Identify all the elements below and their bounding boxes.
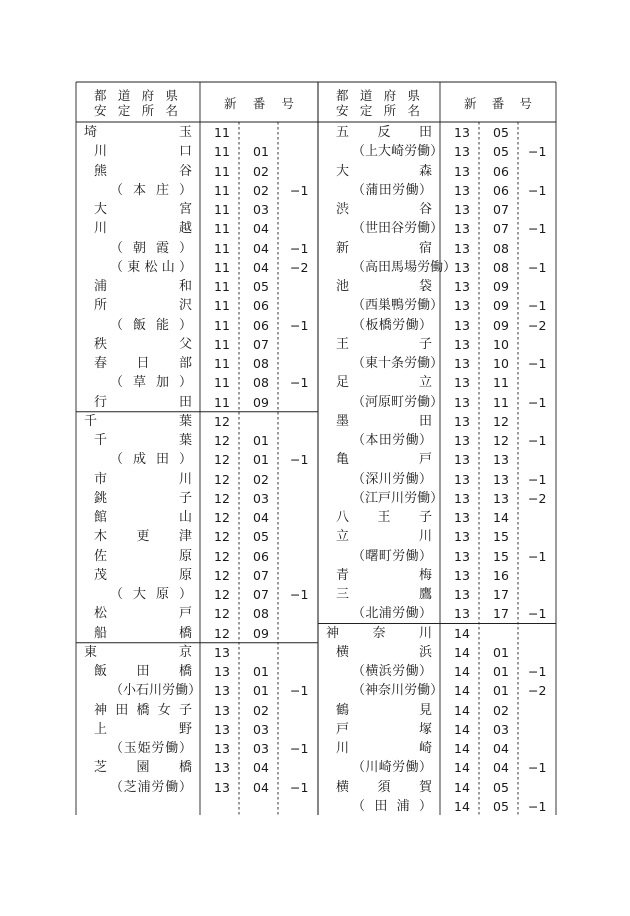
office-name: （ 東 松 山 ） — [110, 259, 192, 275]
office-code: 03 — [253, 741, 269, 756]
office-code: 03 — [253, 202, 269, 217]
office-code: 04 — [253, 510, 269, 525]
office-code: 04 — [253, 760, 269, 776]
branch-code: −1 — [528, 356, 547, 371]
prefecture-code: 12 — [214, 452, 230, 468]
office-code: 01 — [253, 664, 269, 679]
prefecture-code: 13 — [454, 375, 470, 391]
office-code: 07 — [493, 221, 509, 237]
office-name: 上 野 — [94, 721, 192, 737]
office-name: 青 梅 — [336, 567, 432, 583]
office-name: 五 反 田 — [336, 125, 432, 140]
prefecture-code: 13 — [454, 259, 470, 275]
prefecture-code: 13 — [214, 760, 230, 776]
office-code: 04 — [253, 259, 269, 275]
branch-code: −1 — [290, 741, 309, 756]
branch-code: −1 — [528, 664, 547, 679]
branch-code: −1 — [290, 779, 309, 795]
office-code: 05 — [493, 798, 509, 814]
office-name: 三 鷹 — [336, 587, 432, 602]
header-new-number: 新 番 号 — [224, 96, 294, 111]
office-name: 大 宮 — [94, 202, 192, 217]
office-name: 川 越 — [94, 221, 192, 237]
office-code: 11 — [493, 375, 509, 391]
office-code: 05 — [493, 779, 509, 795]
branch-code: −1 — [528, 433, 547, 448]
office-code: 04 — [253, 221, 269, 237]
office-name: 埼 玉 — [84, 125, 192, 140]
prefecture-code: 13 — [454, 433, 470, 448]
office-name: （ 西 巣 鴨 労 働 ） — [352, 298, 444, 314]
office-name: 所 沢 — [94, 298, 192, 314]
office-code: 15 — [493, 529, 509, 545]
prefecture-code: 12 — [214, 567, 230, 583]
office-code: 02 — [493, 702, 509, 718]
office-code: 12 — [493, 413, 509, 429]
office-name: 市 川 — [94, 471, 192, 487]
prefecture-code: 13 — [454, 202, 470, 217]
office-name: 亀 戸 — [336, 452, 432, 468]
prefecture-code: 11 — [214, 356, 230, 371]
prefecture-code: 13 — [214, 779, 230, 795]
office-code: 06 — [493, 163, 509, 179]
office-name: 千 葉 — [84, 413, 192, 429]
prefecture-code: 12 — [214, 413, 230, 429]
branch-code: −1 — [528, 471, 547, 487]
office-name: 銚 子 — [94, 490, 192, 506]
prefecture-code: 12 — [214, 548, 230, 564]
branch-code: −1 — [528, 298, 547, 314]
office-name: （ 本 田 労 働 ） — [352, 433, 432, 448]
branch-code: −2 — [290, 259, 309, 275]
office-code: 02 — [253, 702, 269, 718]
prefecture-code: 12 — [214, 510, 230, 525]
prefecture-code: 11 — [214, 298, 230, 314]
office-name: 戸 塚 — [336, 721, 432, 737]
office-code: 16 — [493, 567, 509, 583]
office-code: 10 — [493, 356, 509, 371]
office-code: 02 — [253, 471, 269, 487]
office-name: 神 田 橋 女 子 — [94, 702, 192, 718]
prefecture-code: 12 — [214, 529, 230, 545]
office-name: （ 飯 能 ） — [110, 317, 192, 333]
office-code: 01 — [493, 644, 509, 660]
office-code: 06 — [253, 317, 269, 333]
branch-code: −1 — [528, 182, 547, 198]
prefecture-code: 13 — [454, 317, 470, 333]
office-name: 浦 和 — [94, 279, 192, 294]
office-code: 09 — [253, 394, 269, 410]
office-code: 05 — [493, 144, 509, 160]
office-name: 川 口 — [94, 144, 192, 160]
office-code: 01 — [253, 683, 269, 699]
prefecture-code: 13 — [454, 587, 470, 602]
office-name: （ 小 石 川 労 働 ） — [110, 683, 202, 699]
office-name: 渋 谷 — [336, 202, 432, 217]
office-name: （ 横 浜 労 働 ） — [352, 664, 432, 679]
prefecture-code: 11 — [214, 317, 230, 333]
office-code: 01 — [253, 452, 269, 468]
office-code: 04 — [253, 779, 269, 795]
prefecture-code: 13 — [454, 279, 470, 294]
branch-code: −1 — [290, 452, 309, 468]
prefecture-code: 14 — [454, 702, 470, 718]
office-code: 03 — [253, 490, 269, 506]
prefecture-code: 13 — [454, 336, 470, 352]
office-name: （ 東 十 条 労 働 ） — [352, 356, 444, 371]
office-name: （ 江 戸 川 労 働 ） — [352, 490, 444, 506]
office-name: 大 森 — [336, 163, 432, 179]
office-code: 17 — [493, 587, 509, 602]
office-code: 01 — [253, 144, 269, 160]
office-code: 13 — [493, 490, 509, 506]
office-name: （ 田 浦 ） — [352, 798, 432, 814]
office-code: 02 — [253, 163, 269, 179]
office-name: （ 本 庄 ） — [110, 182, 192, 198]
prefecture-code: 12 — [214, 471, 230, 487]
office-name: 飯 田 橋 — [94, 664, 192, 679]
prefecture-code: 13 — [454, 567, 470, 583]
prefecture-code: 13 — [214, 721, 230, 737]
office-code: 01 — [253, 433, 269, 448]
office-code: 07 — [253, 587, 269, 602]
office-name: 春 日 部 — [94, 356, 192, 371]
prefecture-code: 11 — [214, 125, 230, 140]
prefecture-code: 13 — [454, 240, 470, 256]
office-name: （ 高 田 馬 場 労 働 ） — [352, 259, 457, 275]
branch-code: −1 — [528, 394, 547, 410]
office-name: 千 葉 — [94, 433, 192, 448]
prefecture-code: 14 — [454, 798, 470, 814]
office-name: （ 川 崎 労 働 ） — [352, 760, 432, 776]
prefecture-code: 12 — [214, 433, 230, 448]
office-name: 芝 園 橋 — [94, 760, 192, 776]
office-name: （ 河 原 町 労 働 ） — [352, 394, 444, 410]
prefecture-code: 14 — [454, 625, 470, 641]
office-code: 08 — [493, 240, 509, 256]
prefecture-code: 13 — [454, 182, 470, 198]
prefecture-code: 13 — [454, 125, 470, 140]
office-name: （ 上 大 崎 労 働 ） — [352, 144, 444, 160]
office-code: 06 — [253, 548, 269, 564]
prefecture-code: 13 — [214, 644, 230, 660]
office-name: 足 立 — [336, 375, 432, 391]
office-code: 03 — [493, 721, 509, 737]
prefecture-code: 14 — [454, 741, 470, 756]
office-name: （ 深 川 労 働 ） — [352, 471, 432, 487]
office-code: 01 — [493, 683, 509, 699]
office-code: 07 — [253, 567, 269, 583]
office-name: 鶴 見 — [336, 702, 432, 718]
office-name: 船 橋 — [94, 625, 192, 641]
header-name-line2: 安 定 所 名 — [94, 103, 178, 118]
branch-code: −2 — [528, 683, 547, 699]
branch-code: −1 — [528, 144, 547, 160]
office-code: 08 — [253, 375, 269, 391]
office-name: （ 朝 霞 ） — [110, 240, 192, 256]
office-name: （ 神 奈 川 労 働 ） — [352, 683, 444, 699]
office-code: 07 — [253, 336, 269, 352]
prefecture-code: 13 — [454, 510, 470, 525]
office-name: （ 草 加 ） — [110, 375, 192, 391]
office-name: 立 川 — [336, 529, 432, 545]
header-name-line1: 都 道 府 県 — [336, 88, 420, 103]
prefecture-code: 13 — [454, 413, 470, 429]
office-name: 東 京 — [84, 644, 192, 660]
prefecture-code: 14 — [454, 721, 470, 737]
office-code: 04 — [253, 240, 269, 256]
branch-code: −2 — [528, 490, 547, 506]
office-name: 木 更 津 — [94, 529, 192, 545]
office-code: 17 — [493, 606, 509, 622]
prefecture-code: 13 — [214, 664, 230, 679]
office-code: 14 — [493, 510, 509, 525]
prefecture-code: 13 — [214, 702, 230, 718]
office-code: 05 — [493, 125, 509, 140]
office-name: 川 崎 — [336, 741, 432, 756]
office-name: 佐 原 — [94, 548, 192, 564]
office-code: 08 — [253, 356, 269, 371]
office-name: （ 玉 姫 労 働 ） — [110, 741, 192, 756]
office-code: 08 — [253, 606, 269, 622]
branch-code: −1 — [528, 606, 547, 622]
office-name: （ 蒲 田 労 働 ） — [352, 182, 432, 198]
office-code: 09 — [493, 298, 509, 314]
prefecture-code: 11 — [214, 144, 230, 160]
office-code: 11 — [493, 394, 509, 410]
prefecture-code: 13 — [454, 163, 470, 179]
prefecture-code: 11 — [214, 202, 230, 217]
office-code: 15 — [493, 548, 509, 564]
prefecture-code: 14 — [454, 664, 470, 679]
office-code: 13 — [493, 471, 509, 487]
branch-code: −1 — [290, 317, 309, 333]
office-code: 02 — [253, 182, 269, 198]
office-name: 松 戸 — [94, 606, 192, 622]
branch-code: −1 — [528, 798, 547, 814]
office-name: 熊 谷 — [94, 163, 192, 179]
prefecture-code: 11 — [214, 259, 230, 275]
branch-code: −1 — [290, 587, 309, 602]
office-code: 05 — [253, 529, 269, 545]
branch-code: −1 — [528, 259, 547, 275]
prefecture-code: 13 — [454, 298, 470, 314]
branch-code: −1 — [290, 683, 309, 699]
office-code: 12 — [493, 433, 509, 448]
office-name: 八 王 子 — [336, 510, 432, 525]
prefecture-code: 11 — [214, 240, 230, 256]
prefecture-code: 14 — [454, 683, 470, 699]
office-code: 07 — [493, 202, 509, 217]
prefecture-code: 13 — [214, 741, 230, 756]
office-code: 03 — [253, 721, 269, 737]
prefecture-code: 14 — [454, 779, 470, 795]
branch-code: −1 — [528, 221, 547, 237]
prefecture-code: 13 — [454, 471, 470, 487]
office-name: 池 袋 — [336, 279, 432, 294]
prefecture-code: 11 — [214, 279, 230, 294]
office-code: 13 — [493, 452, 509, 468]
prefecture-code: 13 — [454, 394, 470, 410]
branch-code: −1 — [528, 760, 547, 776]
prefecture-code: 11 — [214, 221, 230, 237]
branch-code: −2 — [528, 317, 547, 333]
office-name: （ 世 田 谷 労 働 ） — [352, 221, 444, 237]
branch-code: −1 — [528, 548, 547, 564]
office-name: 王 子 — [336, 336, 432, 352]
header-name-line1: 都 道 府 県 — [94, 88, 178, 103]
office-name: 行 田 — [94, 394, 192, 410]
prefecture-code: 11 — [214, 394, 230, 410]
office-code: 04 — [493, 760, 509, 776]
prefecture-code: 11 — [214, 375, 230, 391]
branch-code: −1 — [290, 375, 309, 391]
office-code: 08 — [493, 259, 509, 275]
office-name: （ 大 原 ） — [110, 587, 192, 602]
prefecture-code: 11 — [214, 336, 230, 352]
office-name: 新 宿 — [336, 240, 432, 256]
office-code: 06 — [253, 298, 269, 314]
office-name: （ 板 橋 労 働 ） — [352, 317, 432, 333]
prefecture-code: 13 — [454, 548, 470, 564]
office-code: 06 — [493, 182, 509, 198]
branch-code: −1 — [290, 240, 309, 256]
office-name: 秩 父 — [94, 336, 192, 352]
header-new-number: 新 番 号 — [464, 96, 532, 111]
office-name: （ 曙 町 労 働 ） — [352, 548, 432, 564]
office-name: 墨 田 — [336, 413, 432, 429]
prefecture-code: 11 — [214, 163, 230, 179]
prefecture-code: 12 — [214, 490, 230, 506]
prefecture-code: 13 — [454, 529, 470, 545]
office-name: 横 須 賀 — [336, 779, 432, 795]
office-code: 09 — [493, 279, 509, 294]
prefecture-code: 14 — [454, 644, 470, 660]
prefecture-code: 13 — [454, 606, 470, 622]
office-name: （ 北 浦 労 働 ） — [352, 606, 432, 622]
office-name: 神 奈 川 — [326, 625, 432, 641]
prefecture-code: 12 — [214, 625, 230, 641]
office-name: 館 山 — [94, 510, 192, 525]
office-name: （ 芝 浦 労 働 ） — [110, 779, 192, 795]
office-code: 04 — [493, 741, 509, 756]
office-name: （ 成 田 ） — [110, 452, 192, 468]
prefecture-code: 12 — [214, 587, 230, 602]
office-code: 01 — [493, 664, 509, 679]
prefecture-code: 13 — [454, 452, 470, 468]
prefecture-code: 12 — [214, 606, 230, 622]
office-code: 09 — [253, 625, 269, 641]
branch-code: −1 — [290, 182, 309, 198]
prefecture-code: 13 — [454, 490, 470, 506]
office-code: 10 — [493, 336, 509, 352]
office-name: 横 浜 — [336, 644, 432, 660]
office-code: 09 — [493, 317, 509, 333]
prefecture-code: 13 — [454, 356, 470, 371]
office-name: 茂 原 — [94, 567, 192, 583]
prefecture-code: 13 — [454, 221, 470, 237]
prefecture-code: 13 — [214, 683, 230, 699]
prefecture-code: 14 — [454, 760, 470, 776]
prefecture-code: 13 — [454, 144, 470, 160]
office-code: 05 — [253, 279, 269, 294]
prefecture-code: 11 — [214, 182, 230, 198]
header-name-line2: 安 定 所 名 — [336, 103, 420, 118]
